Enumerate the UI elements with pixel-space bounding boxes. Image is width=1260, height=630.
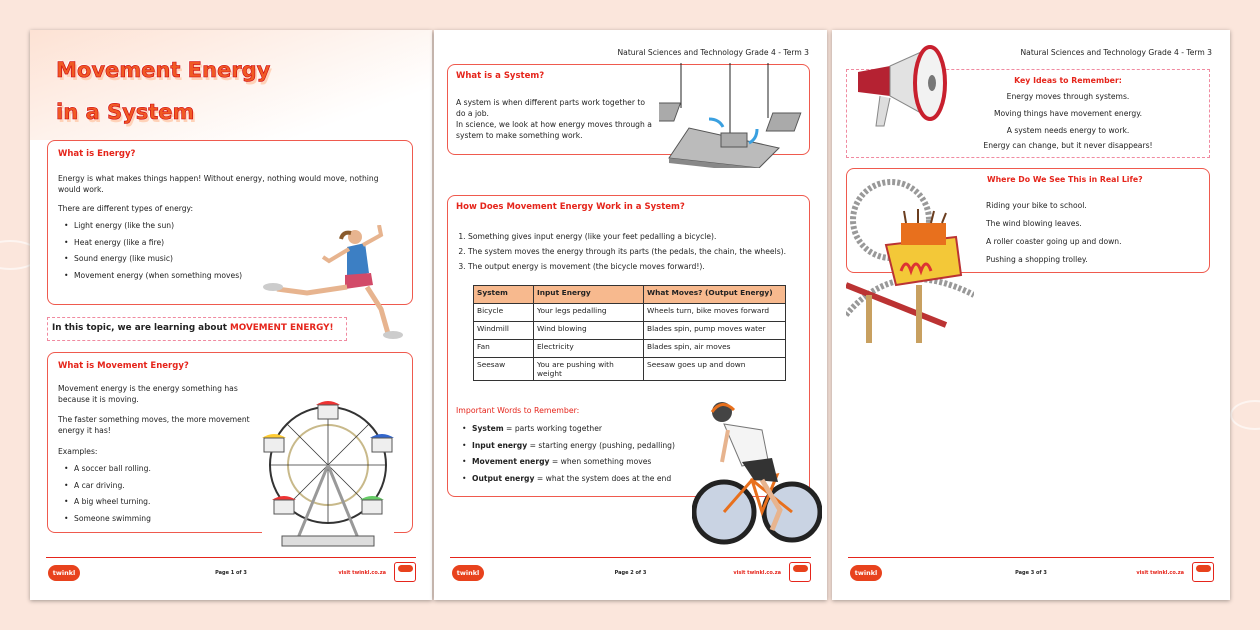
column-header: Input Energy — [534, 286, 644, 304]
key-ideas-content — [927, 76, 1209, 151]
important-words-heading: Important Words to Remember: — [456, 406, 580, 415]
list-item: • Output energy = what the system does at the end — [462, 474, 675, 483]
table-cell: Blades spin, pump moves water — [644, 322, 786, 340]
list-item: 1. Something gives input energy (like your feet pedalling a bicycle). — [468, 232, 808, 241]
twinkl-logo: twinkl — [850, 565, 882, 581]
table-cell: Wheels turn, bike moves forward — [644, 304, 786, 322]
pulley-system-illustration — [659, 63, 829, 168]
movement-p2: The faster something moves, the more movement energy it has! — [58, 415, 250, 435]
page-footer — [450, 557, 811, 587]
key-idea: Moving things have movement energy. — [993, 109, 1143, 118]
twinkl-logo: twinkl — [48, 565, 80, 581]
twinkl-logo: twinkl — [452, 565, 484, 581]
topic-banner-text: In this topic, we are learning about MOVEMENT ENERGY! — [52, 323, 334, 333]
energy-intro: Energy is what makes things happen! Without energy, nothing would move, nothing would work. — [58, 174, 379, 194]
examples-label: Examples: — [58, 447, 98, 456]
examples-list — [54, 464, 151, 530]
list-item: • Movement energy = when something moves — [462, 457, 675, 466]
steps-list — [448, 232, 808, 277]
page-header: Natural Sciences and Technology Grade 4 - Term 3 — [1020, 48, 1212, 57]
ferris-wheel-illustration — [262, 400, 394, 550]
table-cell: Electricity — [534, 340, 644, 358]
table-cell: Your legs pedalling — [534, 304, 644, 322]
page-3 — [832, 30, 1230, 600]
section-heading: What is Movement Energy? — [58, 361, 189, 371]
page-title-line2: in a System — [56, 100, 195, 124]
table-header-row — [474, 286, 786, 304]
topic-banner — [47, 317, 347, 341]
section-heading: How Does Movement Energy Work in a System? — [456, 202, 685, 212]
table-row — [474, 304, 786, 322]
footer-url[interactable]: visit twinkl.co.za — [733, 570, 781, 576]
column-header: System — [474, 286, 534, 304]
page-footer — [46, 557, 416, 587]
list-item: • Movement energy (when something moves) — [64, 271, 242, 280]
list-item: • Someone swimming — [64, 514, 151, 523]
list-item: • A big wheel turning. — [64, 497, 151, 506]
real-life-item: Pushing a shopping trolley. — [986, 255, 1088, 264]
real-life-item: The wind blowing leaves. — [986, 219, 1082, 228]
table-cell: Fan — [474, 340, 534, 358]
list-item: • System = parts working together — [462, 424, 675, 433]
movement-p1: Movement energy is the energy something has because it is moving. — [58, 384, 238, 404]
key-idea: Energy moves through systems. — [1006, 92, 1130, 101]
page-number: Page 1 of 3 — [215, 570, 247, 576]
page-number: Page 2 of 3 — [614, 570, 647, 576]
table-cell: Windmill — [474, 322, 534, 340]
footer-url[interactable]: visit twinkl.co.za — [1136, 570, 1184, 576]
table-cell: Blades spin, air moves — [644, 340, 786, 358]
table-cell: You are pushing with weight — [534, 358, 644, 381]
list-item: • Sound energy (like music) — [64, 254, 242, 263]
table-row — [474, 322, 786, 340]
energy-systems-table — [473, 285, 786, 381]
page-title-line1: Movement Energy — [56, 58, 271, 82]
page-header: Natural Sciences and Technology Grade 4 - Term 3 — [617, 48, 809, 57]
table-row — [474, 358, 786, 381]
real-life-item: Riding your bike to school. — [986, 201, 1087, 210]
list-item: • Input energy = starting energy (pushing, pedalling) — [462, 441, 675, 450]
table-row — [474, 340, 786, 358]
list-item: 3. The output energy is movement (the bicycle moves forward!). — [468, 262, 808, 271]
page-number: Page 3 of 3 — [1015, 570, 1047, 576]
table-cell: Seesaw goes up and down — [644, 358, 786, 381]
list-item: • A car driving. — [64, 481, 151, 490]
quality-badge-icon — [1192, 562, 1214, 582]
table-cell: Bicycle — [474, 304, 534, 322]
background-decoration — [1230, 400, 1260, 430]
list-item: • A soccer ball rolling. — [64, 464, 151, 473]
section-heading: Key Ideas to Remember: — [1014, 76, 1122, 85]
page-1 — [30, 30, 432, 600]
system-p1: A system is when different parts work together to do a job. — [456, 98, 646, 118]
page-2 — [434, 30, 827, 600]
cyclist-illustration — [692, 400, 822, 552]
list-item: • Heat energy (like a fire) — [64, 238, 242, 247]
section-heading: Where Do We See This in Real Life? — [987, 175, 1143, 184]
topic-highlight: MOVEMENT ENERGY! — [229, 323, 334, 333]
table-cell: Wind blowing — [534, 322, 644, 340]
section-heading: What is a System? — [456, 71, 545, 81]
quality-badge-icon — [394, 562, 416, 582]
energy-types-intro: There are different types of energy: — [58, 204, 194, 213]
megaphone-illustration — [850, 44, 950, 130]
real-life-item: A roller coaster going up and down. — [986, 237, 1122, 246]
list-item: • Light energy (like the sun) — [64, 221, 242, 230]
page-footer — [848, 557, 1214, 587]
list-item: 2. The system moves the energy through its parts (the pedals, the chain, the wheels). — [468, 247, 808, 256]
footer-url[interactable]: visit twinkl.co.za — [338, 570, 386, 576]
important-words-list — [452, 424, 675, 490]
section-heading: What is Energy? — [58, 149, 136, 159]
key-idea: A system needs energy to work. — [1006, 126, 1130, 135]
table-cell: Seesaw — [474, 358, 534, 381]
roller-coaster-illustration — [846, 175, 974, 343]
key-idea: Energy can change, but it never disappears! — [983, 141, 1153, 150]
quality-badge-icon — [789, 562, 811, 582]
energy-types-list — [54, 221, 242, 287]
system-p2: In science, we look at how energy moves through a system to make something work. — [456, 120, 652, 140]
column-header: What Moves? (Output Energy) — [644, 286, 786, 304]
